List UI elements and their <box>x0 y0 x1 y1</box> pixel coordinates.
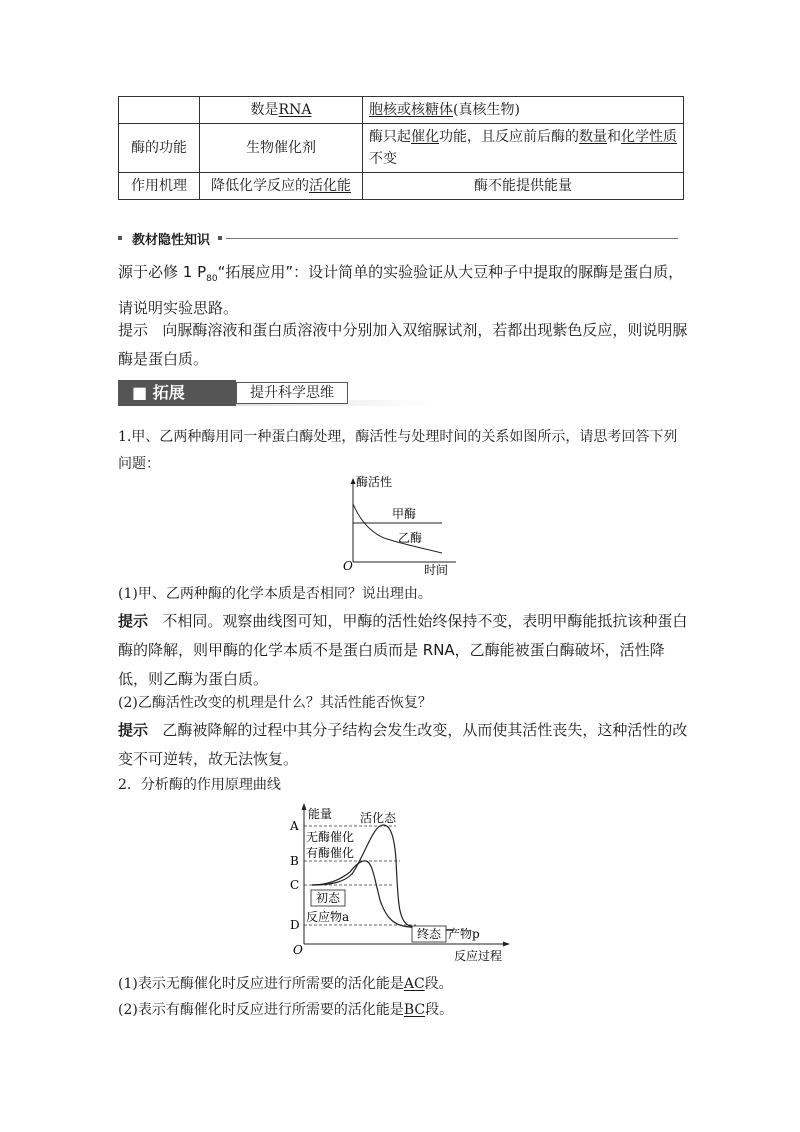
cell-text: 功能，且反应前后酶的 <box>439 129 579 145</box>
table-cell: 生物催化剂 <box>200 124 363 173</box>
enzyme-activity-chart <box>336 474 472 576</box>
q1-subquestion-2: (2)乙酶活性改变的机理是什么？其活性能否恢复？ <box>118 695 432 711</box>
cell-text: 不变 <box>369 151 397 167</box>
enzyme-table <box>118 96 684 200</box>
section-title: 教材隐性知识 <box>128 229 214 248</box>
underlined-answer: AC <box>403 976 425 992</box>
underlined-answer: RNA <box>278 102 312 118</box>
x-axis-label: 反应过程 <box>454 949 503 963</box>
origin-label: O <box>343 559 353 573</box>
energy-curve-chart <box>284 800 514 966</box>
y-axis-label: 酶活性 <box>356 475 393 489</box>
series-label-yi: 乙酶 <box>398 531 423 545</box>
banner-title <box>118 380 236 406</box>
table-cell <box>119 97 200 124</box>
answer-text: 段。 <box>425 1002 454 1018</box>
bullet-square-icon <box>218 236 222 240</box>
annotation-initial-state: 初态 <box>316 891 341 905</box>
annotation-reactant: 反应物a <box>306 910 350 924</box>
x-axis-arrow-icon <box>503 942 510 947</box>
table-row <box>119 124 684 173</box>
table-cell <box>200 97 363 124</box>
q2-answer-1 <box>118 971 688 998</box>
page-subscript: 80 <box>206 274 218 284</box>
series-label-jia: 甲酶 <box>392 507 417 521</box>
underlined-answer: BC <box>403 1002 426 1018</box>
q2-answer-2 <box>118 997 688 1024</box>
hint-text: 向脲酶溶液和蛋白质溶液中分别加入双缩脲试剂，若都出现紫色反应，则说明脲酶是蛋白质。 <box>118 321 688 368</box>
table-cell <box>200 173 363 200</box>
table-cell <box>363 124 684 173</box>
answer-text: (2)表示有酶催化时反应进行所需要的活化能是 <box>118 1002 404 1018</box>
cell-text: 数是 <box>250 102 279 118</box>
hint-label: 提示 <box>118 721 149 739</box>
q1-subquestion-1: (1)甲、乙两种酶的化学本质是否相同？说出理由。 <box>118 586 432 602</box>
annotation-activated-state: 活化态 <box>360 811 397 825</box>
hint-label: 提示 <box>118 321 149 339</box>
q2-text: 2．分析酶的作用原理曲线 <box>118 777 281 793</box>
underlined-answer: 胞核或核糖体 <box>369 102 453 118</box>
question-text: 源于必修 1 P <box>118 263 207 281</box>
cell-text: 和 <box>607 129 621 145</box>
series-label-no-enzyme: 无酶催化 <box>306 830 355 844</box>
answer-text: 段。 <box>424 976 453 992</box>
banner-title-text: ■ 拓展 <box>132 383 185 402</box>
underlined-answer: 活化能 <box>309 178 351 194</box>
q1-text: 1.甲、乙两种酶用同一种蛋白酶处理，酶活性与处理时间的关系如图所示，请思考回答下列问题： <box>118 429 678 472</box>
table-cell <box>363 97 684 124</box>
tick-label-a: A <box>290 819 299 833</box>
table-cell: 酶不能提供能量 <box>363 173 684 200</box>
hint-text: 乙酶被降解的过程中其分子结构会发生改变，从而使其活性丧失，这种活性的改变不可逆转，故无法恢复。 <box>118 721 688 768</box>
table-row <box>119 173 684 200</box>
y-axis-arrow-icon <box>351 478 356 484</box>
section-divider <box>226 238 678 239</box>
banner-subtitle: 提升科学思维 <box>236 382 348 404</box>
row-label-mechanism: 作用机理 <box>119 173 200 200</box>
cell-text: 酶只起 <box>369 129 411 145</box>
hint-label: 提示 <box>118 612 149 630</box>
origin-label: O <box>293 943 303 957</box>
bullet-square-icon <box>118 236 122 240</box>
annotation-product: 产物p <box>448 927 480 941</box>
tick-label-d: D <box>290 918 300 932</box>
underlined-answer: 催化 <box>411 129 439 145</box>
y-axis-label: 能量 <box>308 807 333 821</box>
answer-text: (1)表示无酶催化时反应进行所需要的活化能是 <box>118 976 404 992</box>
tick-label-c: C <box>290 878 300 892</box>
hidden-knowledge-hint <box>118 316 688 374</box>
cell-text: (真核生物) <box>453 102 520 118</box>
cell-text: 降低化学反应的 <box>211 178 309 194</box>
question-text: “拓展应用”：设计简单的实验验证从大豆种子中提取的脲酶是蛋白质，请说明实验思路。 <box>118 263 684 317</box>
q1-hint-1 <box>118 607 688 694</box>
underlined-answer: 数量 <box>579 129 607 145</box>
y-axis-arrow-icon <box>302 803 307 810</box>
hint-text: 不相同。观察曲线图可知，甲酶的活性始终保持不变，表明甲酶能抵抗该种蛋白酶的降解，则甲酶的化学本质不是蛋白质而是 RNA，乙酶能被蛋白酶破坏，活性降低，则乙酶为蛋白质。 <box>118 612 688 688</box>
annotation-final-state: 终态 <box>417 927 442 941</box>
banner <box>118 380 348 406</box>
tick-label-b: B <box>290 854 299 868</box>
hidden-knowledge-question <box>118 258 688 323</box>
table-row <box>119 97 684 124</box>
row-label-function: 酶的功能 <box>119 124 200 173</box>
underlined-answer: 化学性质 <box>621 129 677 145</box>
series-label-with-enzyme: 有酶催化 <box>306 846 355 860</box>
x-axis-label: 时间 <box>424 563 449 576</box>
q1-hint-2 <box>118 716 688 774</box>
